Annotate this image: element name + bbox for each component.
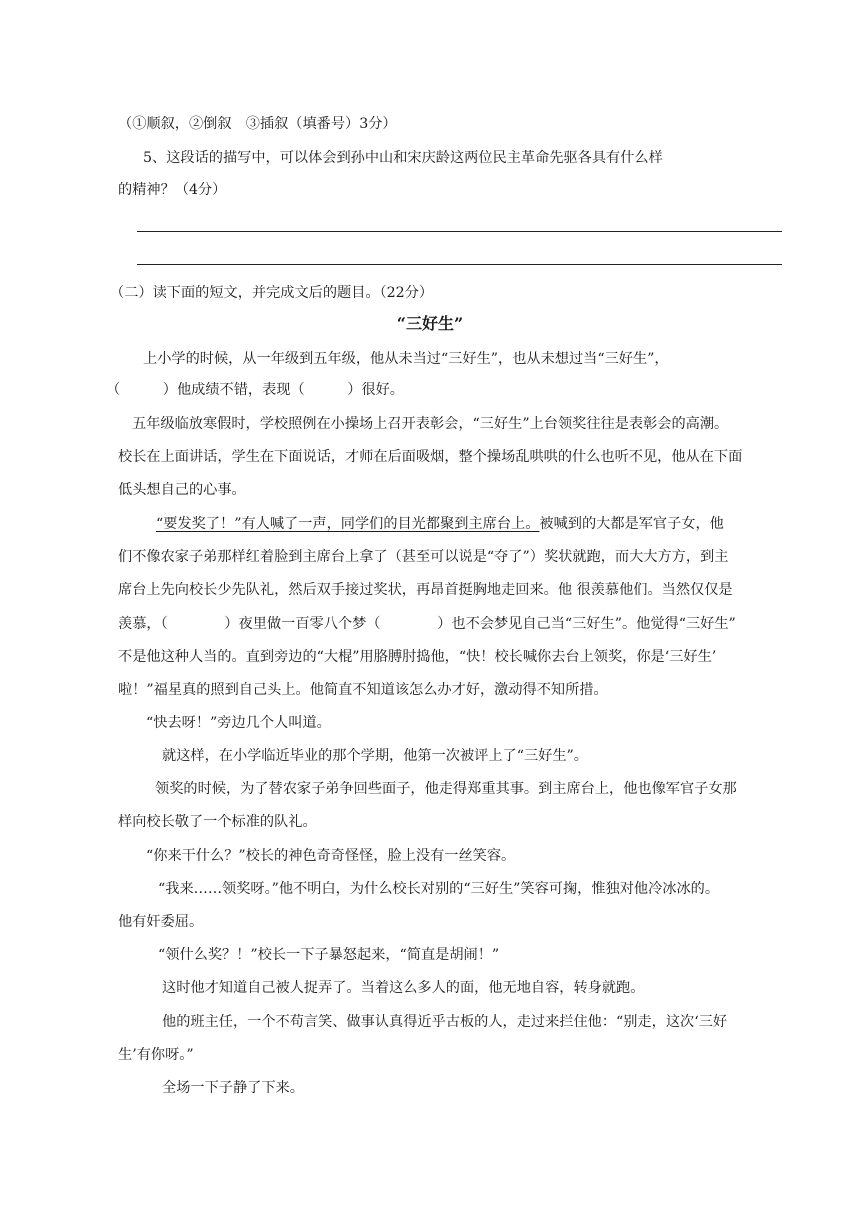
paragraph-5: 就这样，在小学临近毕业的那个学期，他第一次被评上了“三好生”。 bbox=[162, 748, 588, 764]
paragraph-3-line-6: 啦！”福星真的照到自己头上。他简直不知道该怎么办才好，激动得不知所措。 bbox=[118, 682, 608, 698]
paragraph-10: 这时他才知道自己被人捉弄了。当着这么多人的面，他无地自容，转身就跑。 bbox=[162, 980, 645, 996]
paragraph-11-line-2: 生’有你呀。” bbox=[118, 1047, 194, 1063]
paragraph-3-line-3: 席台上先向校长少先队礼，然后双手接过奖状，再昂首挺胸地走回来。他 很羡慕他们。当然仅仅是 bbox=[118, 582, 733, 598]
paragraph-3-line-1 bbox=[156, 514, 724, 534]
answer-line-2[interactable] bbox=[137, 264, 782, 265]
question-5-line-2: 的精神？（4分） bbox=[118, 182, 227, 198]
paragraph-6-line-1: 领奖的时候，为了替农家子弟争回些面子，他走得郑重其事。到主席台上，他也像军官子女那 bbox=[155, 781, 737, 797]
paragraph-7: “你来干什么？”校长的神色奇奇怪怪，脸上没有一丝笑容。 bbox=[146, 848, 516, 864]
question-5-line-1: 5、这段话的描写中，可以体会到孙中山和宋庆龄这两位民主革命先驱各具有什么样 bbox=[143, 150, 663, 166]
paragraph-8-line-2: 他有奸委屈。 bbox=[118, 914, 204, 930]
underlined-sentence: 有人喊了一声，同学们的目光都聚到主席台上。 bbox=[241, 516, 540, 532]
paragraph-2-line-1: 五年级临放寒假时，学校照例在小操场上召开表彰会，“三好生”上台领奖往往是表彰会的高潮。 bbox=[132, 416, 729, 432]
paragraph-3-line-4: 羡慕，（ ）夜里做一百零八个梦（ ）也不会梦见自己当“三好生”。他觉得“三好生” bbox=[118, 616, 736, 632]
paragraph-11-line-1: 他的班主任，一个不苟言笑、做事认真得近乎古板的人，走过来拦住他：“别走，这次‘三好 bbox=[162, 1014, 728, 1030]
answer-line-1[interactable] bbox=[137, 231, 782, 232]
paragraph-9: “领什么奖？！”校长一下子暴怒起来，“简直是胡闹！” bbox=[158, 947, 500, 963]
paragraph-1-line-1: 上小学的时候，从一年级到五年级，他从未当过“三好生”，也从未想过当“三好生”， bbox=[143, 351, 669, 367]
paragraph-4: “快去呀！”旁边几个人叫道。 bbox=[146, 715, 331, 731]
paragraph-8-line-1: “我来……领奖呀。”他不明白，为什么校长对别的“三好生”笑容可掬，惟独对他冷冰冰的。 bbox=[158, 881, 720, 897]
underlined-quote: “要发奖了！” bbox=[156, 516, 242, 532]
paragraph-3-line-1-rest: 被喊到的大都是军官子女，他 bbox=[539, 516, 724, 532]
paragraph-2-line-3: 低头想自己的心事。 bbox=[118, 482, 246, 498]
section-2-header: （二）读下面的短文，并完成文后的题目。（22分） bbox=[110, 285, 434, 301]
paragraph-2-line-2: 校长在上面讲话，学生在下面说话，才师在后面吸烟，整个操场乱哄哄的什么也听不见，他从在下面 bbox=[118, 449, 743, 465]
paragraph-12: 全场一下子静了下来。 bbox=[162, 1080, 304, 1096]
paragraph-1-line-2: （ ）他成绩不错，表现（ ）很好。 bbox=[106, 382, 404, 398]
paragraph-3-line-5: 不是他这种人当的。直到旁边的“大棍”用胳膊肘捣他，“快！校长喊你去台上领奖，你是‘三好生’ bbox=[118, 649, 717, 665]
paragraph-3-line-2: 们不像农家子弟那样红着脸到主席台上拿了（甚至可以说是“夺了”）奖状就跑，而大大方方，到主 bbox=[118, 549, 729, 565]
story-title: “三好生” bbox=[396, 314, 464, 333]
question-4-options: （①顺叙，②倒叙 ③插叙（填番号）3分） bbox=[118, 116, 397, 132]
paragraph-6-line-2: 样向校长敬了一个标准的队礼。 bbox=[118, 814, 317, 830]
